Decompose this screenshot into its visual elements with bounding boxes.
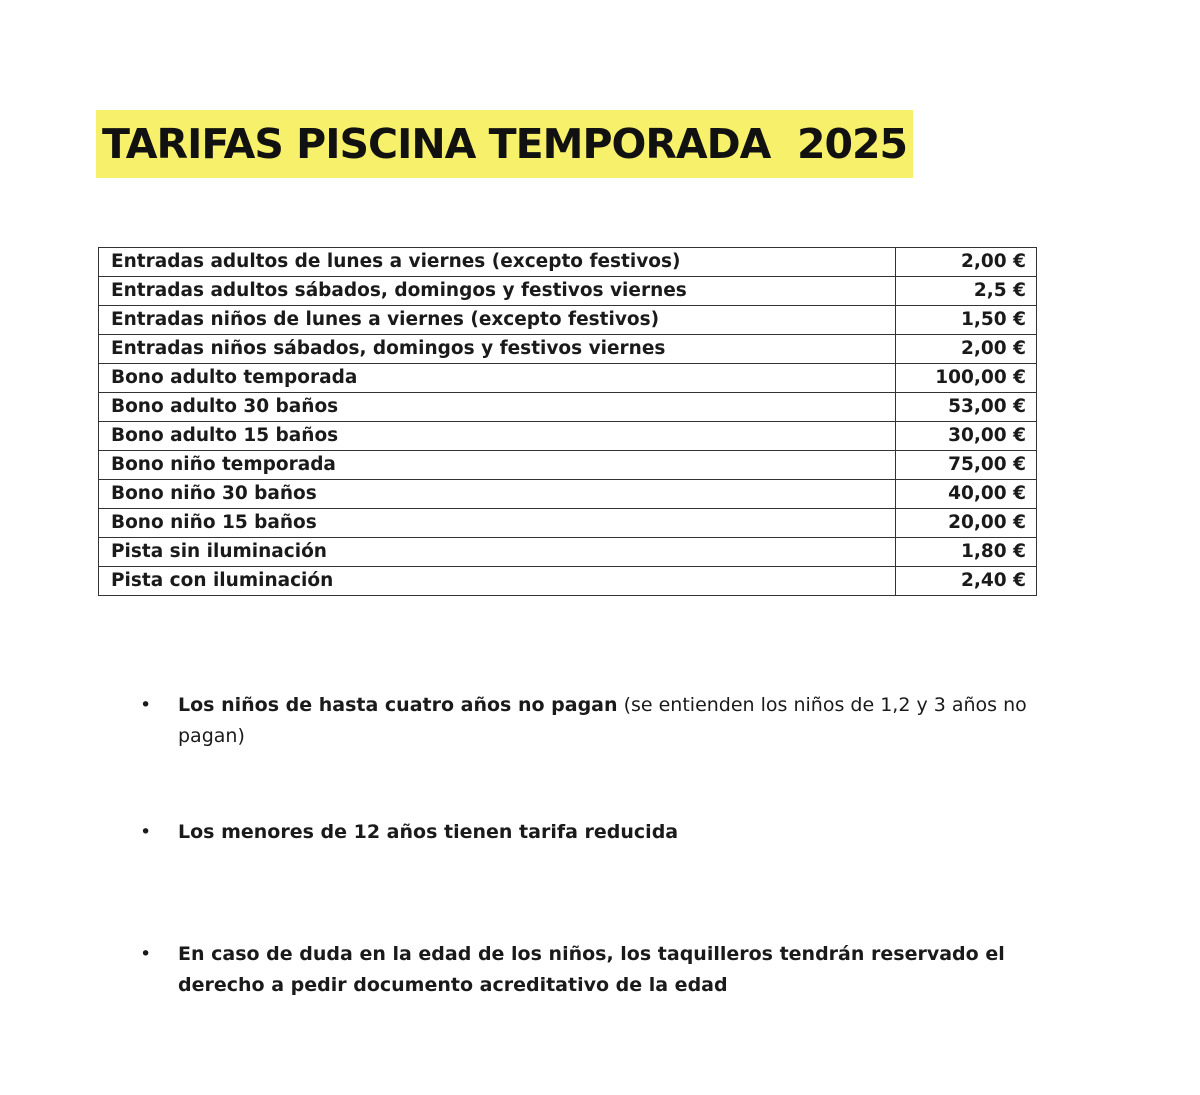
row-price: 53,00 € <box>896 393 1037 422</box>
row-price: 20,00 € <box>896 509 1037 538</box>
bullet-icon: • <box>140 943 152 965</box>
list-item <box>140 939 1040 1001</box>
table-row <box>99 509 1037 538</box>
row-price: 30,00 € <box>896 422 1037 451</box>
table-row <box>99 451 1037 480</box>
list-item <box>140 690 1040 752</box>
title-highlight <box>96 110 913 178</box>
row-price: 100,00 € <box>896 364 1037 393</box>
row-concept: Bono niño 30 baños <box>99 480 896 509</box>
row-concept: Bono adulto 15 baños <box>99 422 896 451</box>
row-concept: Bono niño temporada <box>99 451 896 480</box>
table-row <box>99 335 1037 364</box>
note-normal-text: (se entienden los niños de 1,2 y 3 años no pagan) <box>178 694 1027 747</box>
page-title: TARIFAS PISCINA TEMPORADA 2025 <box>102 120 908 168</box>
row-price: 75,00 € <box>896 451 1037 480</box>
row-concept: Pista sin iluminación <box>99 538 896 567</box>
table-row <box>99 248 1037 277</box>
row-concept: Entradas adultos de lunes a viernes (excepto festivos) <box>99 248 896 277</box>
row-price: 40,00 € <box>896 480 1037 509</box>
row-price: 2,00 € <box>896 335 1037 364</box>
table-row <box>99 422 1037 451</box>
list-item <box>140 817 1040 848</box>
table-row <box>99 364 1037 393</box>
row-price: 2,40 € <box>896 567 1037 596</box>
note-bold-text: Los niños de hasta cuatro años no pagan <box>178 694 618 716</box>
table-row <box>99 306 1037 335</box>
row-concept: Entradas niños de lunes a viernes (excepto festivos) <box>99 306 896 335</box>
table-row <box>99 567 1037 596</box>
table-row <box>99 538 1037 567</box>
table-row <box>99 277 1037 306</box>
row-price: 2,5 € <box>896 277 1037 306</box>
row-concept: Pista con iluminación <box>99 567 896 596</box>
row-concept: Bono adulto 30 baños <box>99 393 896 422</box>
note-bold-text: En caso de duda en la edad de los niños, los taquilleros tendrán reservado el derecho a pedir documento acreditativo de la edad <box>178 943 1005 996</box>
table-row <box>99 393 1037 422</box>
row-price: 1,80 € <box>896 538 1037 567</box>
row-price: 2,00 € <box>896 248 1037 277</box>
row-concept: Entradas niños sábados, domingos y festivos viernes <box>99 335 896 364</box>
bullet-icon: • <box>140 694 152 716</box>
note-bold-text: Los menores de 12 años tienen tarifa reducida <box>178 821 679 843</box>
price-table <box>98 247 1037 596</box>
row-price: 1,50 € <box>896 306 1037 335</box>
row-concept: Bono niño 15 baños <box>99 509 896 538</box>
table-row <box>99 480 1037 509</box>
bullet-icon: • <box>140 821 152 843</box>
row-concept: Entradas adultos sábados, domingos y festivos viernes <box>99 277 896 306</box>
row-concept: Bono adulto temporada <box>99 364 896 393</box>
